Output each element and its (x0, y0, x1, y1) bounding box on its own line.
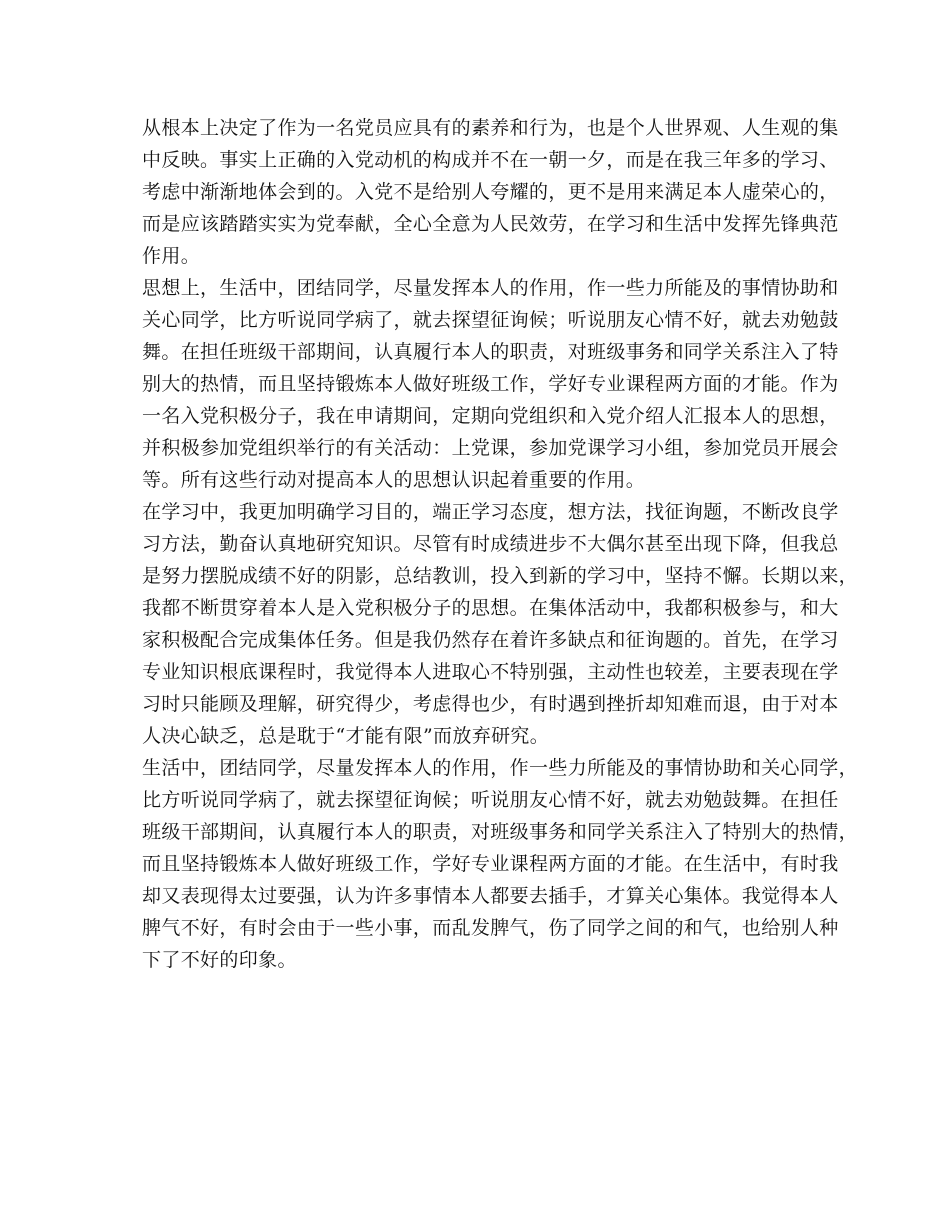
document-page (142, 112, 858, 976)
text-line: 关心同学，比方听说同学病了，就去探望征询候；听说朋友心情不好，就去劝勉鼓 (142, 309, 839, 331)
text-line: 脾气不好，有时会由于一些小事，而乱发脾气，伤了同学之间的和气，也给别人种 (142, 917, 839, 939)
text-line: 专业知识根底课程时，我觉得本人进取心不特别强，主动性也较差，主要表现在学 (142, 661, 839, 683)
paragraph-2 (142, 272, 839, 496)
text-line: 习时只能顾及理解，研究得少，考虑得也少，有时遇到挫折却知难而退，由于对本 (142, 693, 839, 715)
text-line: 并积极参加党组织举行的有关活动：上党课，参加党课学习小组，参加党员开展会 (142, 437, 839, 459)
text-line: 别大的热情，而且坚持锻炼本人做好班级工作，学好专业课程两方面的才能。作为 (142, 373, 839, 395)
paragraph-1 (142, 112, 839, 272)
text-line: 在学习中，我更加明确学习目的，端正学习态度，想方法，找征询题，不断改良学 (142, 501, 839, 523)
text-line: 舞。在担任班级干部期间，认真履行本人的职责，对班级事务和同学关系注入了特 (142, 341, 839, 363)
text-line: 却又表现得太过要强，认为许多事情本人都要去插手，才算关心集体。我觉得本人 (142, 885, 839, 907)
text-line: 人决心缺乏，总是耽于“才能有限”而放弃研究。 (142, 725, 550, 747)
text-line: 从根本上决定了作为一名党员应具有的素养和行为，也是个人世界观、人生观的集 (142, 117, 839, 139)
text-line: 而且坚持锻炼本人做好班级工作，学好专业课程两方面的才能。在生活中，有时我 (142, 853, 839, 875)
text-line: 一名入党积极分子，我在申请期间，定期向党组织和入党介绍人汇报本人的思想， (142, 405, 839, 427)
paragraph-4 (142, 752, 858, 976)
text-line: 等。所有这些行动对提高本人的思想认识起着重要的作用。 (142, 469, 646, 491)
text-line: 比方听说同学病了，就去探望征询候；听说朋友心情不好，就去劝勉鼓舞。在担任 (142, 789, 839, 811)
text-line: 考虑中渐渐地体会到的。入党不是给别人夸耀的，更不是用来满足本人虚荣心的， (142, 181, 839, 203)
text-line: 生活中，团结同学，尽量发挥本人的作用，作一些力所能及的事情协助和关心同学， (142, 757, 858, 779)
text-line: 下了不好的印象。 (142, 949, 297, 971)
text-line: 是努力摆脱成绩不好的阴影，总结教训，投入到新的学习中，坚持不懈。长期以来， (142, 565, 858, 587)
text-line: 中反映。事实上正确的入党动机的构成并不在一朝一夕，而是在我三年多的学习、 (142, 149, 839, 171)
text-line: 家积极配合完成集体任务。但是我仍然存在着许多缺点和征询题的。首先，在学习 (142, 629, 839, 651)
text-line: 班级干部期间，认真履行本人的职责，对班级事务和同学关系注入了特别大的热情， (142, 821, 858, 843)
text-line: 思想上，生活中，团结同学，尽量发挥本人的作用，作一些力所能及的事情协助和 (142, 277, 839, 299)
paragraph-3 (142, 496, 858, 752)
text-line: 作用。 (142, 245, 201, 267)
text-line: 而是应该踏踏实实为党奉献，全心全意为人民效劳，在学习和生活中发挥先锋典范 (142, 213, 839, 235)
text-line: 我都不断贯穿着本人是入党积极分子的思想。在集体活动中，我都积极参与，和大 (142, 597, 839, 619)
text-line: 习方法，勤奋认真地研究知识。尽管有时成绩进步不大偶尔甚至出现下降，但我总 (142, 533, 839, 555)
